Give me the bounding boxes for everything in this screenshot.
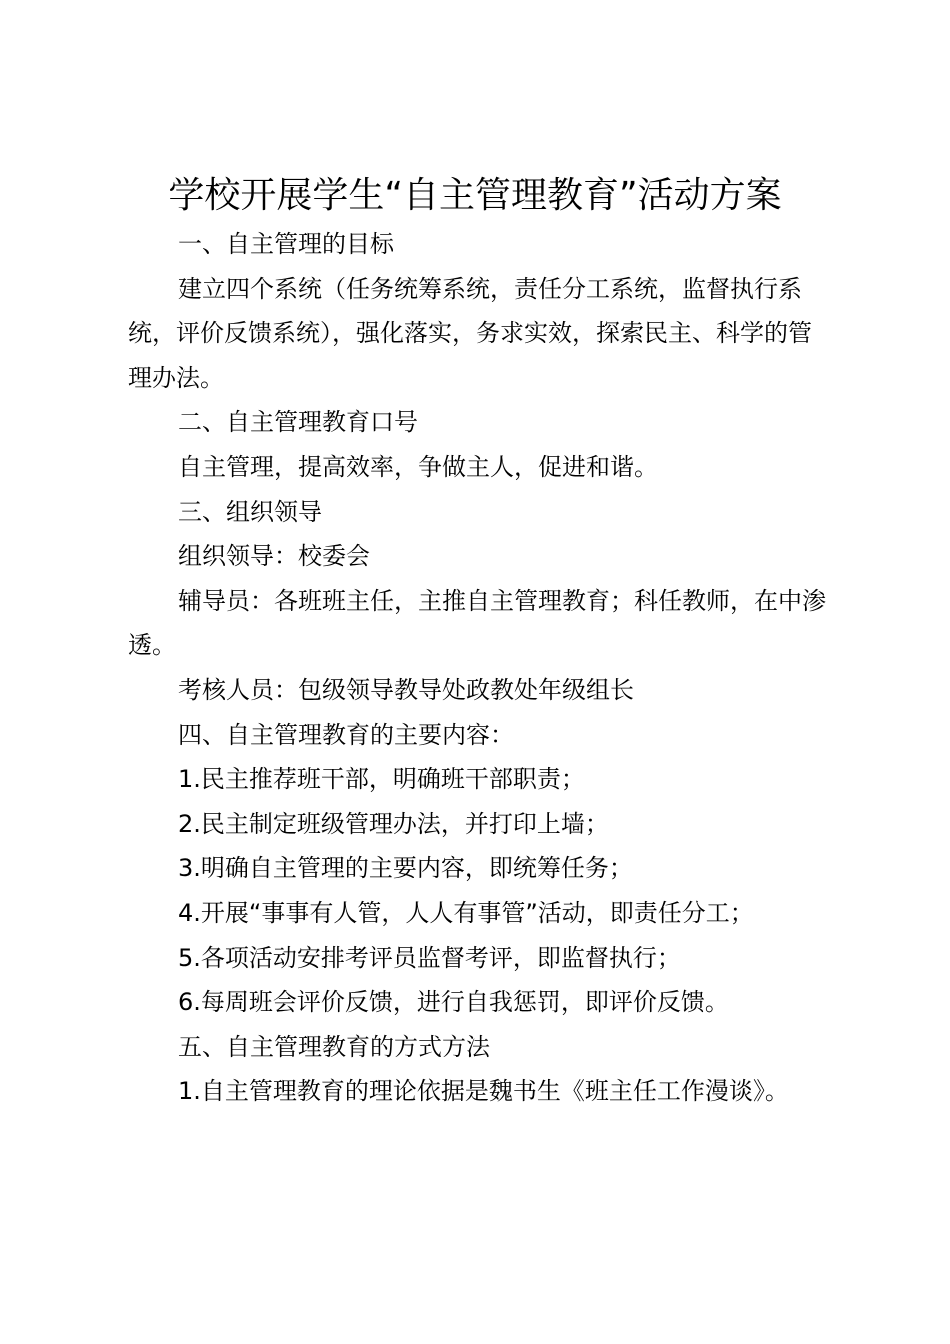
paragraph-slogan: 自主管理，提高效率，争做主人，促进和谐。 bbox=[178, 452, 658, 481]
paragraph-counselors: 辅导员：各班班主任，主推自主管理教育；科任教师，在中渗透。 bbox=[128, 586, 826, 660]
paragraph-organization-leader: 组织领导：校委会 bbox=[178, 542, 370, 571]
section-heading-organization: 三、组织领导 bbox=[178, 497, 322, 526]
list-item: 1.自主管理教育的理论依据是魏书生《班主任工作漫谈》。 bbox=[178, 1077, 789, 1106]
list-item: 4.开展“事事有人管，人人有事管”活动，即责任分工； bbox=[178, 898, 754, 927]
document-body bbox=[128, 222, 834, 1114]
list-item: 6.每周班会评价反馈，进行自我惩罚，即评价反馈。 bbox=[178, 988, 729, 1017]
section-heading-methods: 五、自主管理教育的方式方法 bbox=[178, 1032, 490, 1061]
section-heading-slogan: 二、自主管理教育口号 bbox=[178, 408, 418, 437]
list-item: 2.民主制定班级管理办法，并打印上墙； bbox=[178, 809, 609, 838]
section-heading-goals: 一、自主管理的目标 bbox=[178, 230, 394, 258]
paragraph-goals: 建立四个系统（任务统筹系统，责任分工系统，监督执行系统，评价反馈系统），强化落实，务求实效，探索民主、科学的管理办法。 bbox=[128, 274, 812, 392]
list-item: 5.各项活动安排考评员监督考评，即监督执行； bbox=[178, 943, 681, 972]
list-item: 3.明确自主管理的主要内容，即统筹任务； bbox=[178, 854, 633, 883]
document-title: 学校开展学生“自主管理教育”活动方案 bbox=[168, 175, 782, 216]
section-heading-content: 四、自主管理教育的主要内容： bbox=[178, 720, 514, 749]
paragraph-assessors: 考核人员：包级领导教导处政教处年级组长 bbox=[178, 675, 634, 704]
list-item: 1.民主推荐班干部，明确班干部职责； bbox=[178, 765, 585, 794]
